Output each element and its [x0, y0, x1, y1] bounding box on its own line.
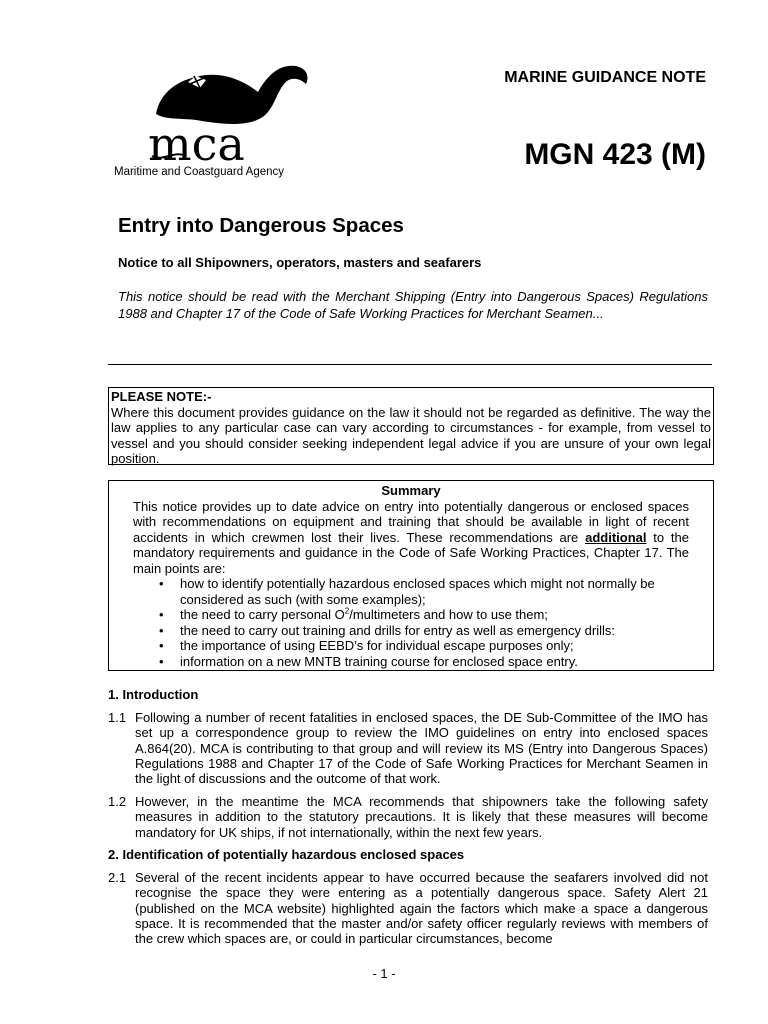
list-item [133, 638, 689, 654]
section-heading-identification: 2. Identification of potentially hazardous enclosed spaces [108, 847, 465, 862]
bullet-icon: • [159, 607, 164, 622]
document-code: MGN 423 (M) [524, 138, 706, 171]
intro-note: This notice should be read with the Merchant Shipping (Entry into Dangerous Spaces) Regulations 1988 and Chapter 17 of the Code of Safe Working Practices for Merchant Seamen... [118, 289, 708, 321]
audience-line: Notice to all Shipowners, operators, masters and seafarers [118, 255, 482, 270]
list-item-text: the need to carry out training and drills for entry as well as emergency drills: [180, 622, 615, 638]
bullet-icon: • [159, 638, 164, 653]
agency-name: Maritime and Coastguard Agency [114, 166, 285, 178]
list-item-text: information on a new MNTB training course for enclosed space entry. [180, 653, 578, 669]
summary-text-before: This notice provides up to date advice on entry into potentially dangerous or enclosed spaces with recommendations on equipment and training that should be available in light of recent accidents in which crewmen lost their lives. These recommendations are [133, 498, 689, 545]
legal-notice-box [108, 387, 714, 465]
summary-box [108, 480, 714, 671]
logo-text: mca [148, 117, 245, 162]
legal-notice-text: Where this document provides guidance on the law it should not be regarded as definitive. The way the law applies to any particular case can vary according to circumstances - for example, from vessel to vessel and you should consider seeking independent legal advice if you are unsure of your own legal position. [111, 404, 711, 466]
list-item [133, 654, 689, 670]
paragraph-number: 1.2 [108, 794, 127, 809]
list-item-text: the need to carry personal O [180, 607, 345, 622]
mca-logo [108, 62, 340, 186]
summary-heading: Summary [381, 483, 441, 498]
summary-text-after: to the mandatory requirements and guidance in the Code of Safe Working Practices, Chapter 17. The main points are: [133, 529, 689, 576]
list-item [133, 607, 689, 623]
list-item-text: how to identify potentially hazardous enclosed spaces which might not normally be considered as such (with some examples); [180, 576, 655, 607]
paragraph-number: 1.1 [108, 710, 127, 725]
bullet-icon: • [159, 576, 164, 591]
summary-points [133, 576, 689, 669]
list-item [133, 623, 689, 639]
paragraph-text: Following a number of recent fatalities in enclosed spaces, the DE Sub-Committee of the IMO has set up a correspondence group to review the IMO guidelines on entry into enclosed spaces A.864(20). MCA is contributing to that group and will review its MS (Entry into Dangerous Spaces) Regulations 1988 and Chapter 17 of the Code of Safe Working Practices for Merchant Seamen in the light of discussions and the outcome of that work. [135, 710, 708, 787]
document-type-label: MARINE GUIDANCE NOTE [504, 69, 706, 86]
divider [108, 364, 712, 365]
page-title: Entry into Dangerous Spaces [118, 214, 404, 237]
paragraph-1-2 [108, 794, 708, 840]
legal-notice-heading: PLEASE NOTE:- [111, 389, 212, 404]
list-item-text: the importance of using EEBD’s for individual escape purposes only; [180, 638, 574, 653]
paragraph-text: However, in the meantime the MCA recommends that shipowners take the following safety measures in addition to the statutory precautions. It is likely that these measures will become mandatory for UK ships, if not internationally, within the next few years. [135, 794, 708, 840]
page-number: - 1 - [372, 966, 396, 981]
section-heading-introduction: 1. Introduction [108, 687, 199, 702]
paragraph-number: 2.1 [108, 870, 127, 885]
bullet-icon: • [159, 653, 164, 669]
paragraph-2-1 [108, 870, 708, 946]
list-item [133, 576, 689, 607]
list-item-text-rest: /multimeters and how to use them; [349, 607, 548, 622]
superscript: 2 [344, 606, 350, 616]
mca-logo-graphic [108, 62, 340, 162]
summary-text [133, 499, 689, 577]
paragraph-text: Several of the recent incidents appear to have occurred because the seafarers involved did not recognise the space they were entering as a potentially dangerous space. Safety Alert 21 (published on the MCA website) highlighted again the factors which make a space a dangerous space. It is recommended that the master and/or safety officer regularly reviews with members of the crew which spaces are, or could in particular circumstances, become [135, 870, 708, 947]
bullet-icon: • [159, 622, 164, 638]
summary-emphasis: additional [585, 529, 647, 545]
paragraph-1-1 [108, 710, 708, 786]
